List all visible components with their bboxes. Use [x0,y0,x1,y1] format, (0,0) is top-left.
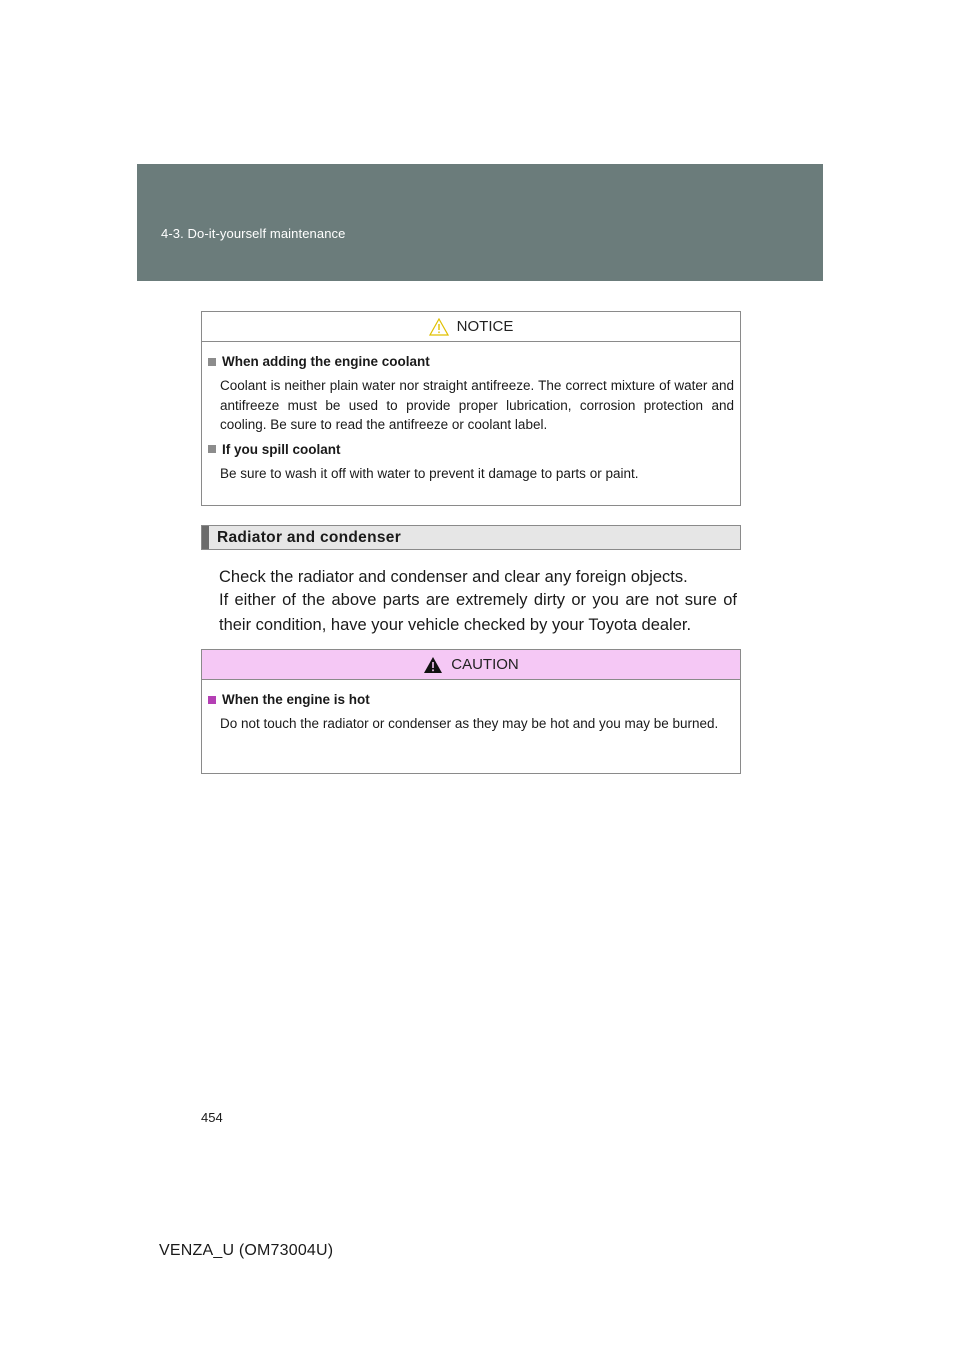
caution-label: CAUTION [451,656,519,673]
notice-body [202,342,740,483]
body-paragraph: If either of the above parts are extremely dirty or you are not sure of their condition, have your vehicle checked by your Toyota dealer. [219,591,737,634]
square-bullet-icon [208,696,216,704]
section-heading [201,525,741,550]
notice-label: NOTICE [456,318,514,335]
notice-item-text: Be sure to wash it off with water to prevent it damage to parts or paint. [220,465,639,481]
header-band [137,164,823,281]
body-paragraph: Check the radiator and condenser and clear any foreign objects. [219,568,688,586]
section-heading-text: Radiator and condenser [217,528,402,546]
heading-accent [202,526,209,549]
caution-header [202,650,740,680]
notice-header [202,312,740,342]
page-number: 454 [201,1110,223,1125]
warning-triangle-outline-icon [429,318,449,336]
warning-triangle-filled-icon [423,656,443,674]
section-reference: 4-3. Do-it-yourself maintenance [161,226,346,241]
square-bullet-icon [208,358,216,366]
notice-item-title: When adding the engine coolant [208,354,734,369]
caution-body [202,680,740,734]
notice-box [201,311,741,506]
caution-item-text: Do not touch the radiator or condenser as they may be hot and you may be burned. [220,716,719,731]
footer-code: VENZA_U (OM73004U) [159,1242,334,1259]
caution-box [201,649,741,774]
notice-item-text: Coolant is neither plain water nor straight antifreeze. The correct mixture of water and antifreeze must be used to provide proper lubrication, corrosion protection and cooling. Be sure to read the antifreeze or coolant label. [220,378,734,432]
notice-item-title: If you spill coolant [208,442,734,457]
caution-item-title: When the engine is hot [208,692,734,707]
square-bullet-icon [208,445,216,453]
